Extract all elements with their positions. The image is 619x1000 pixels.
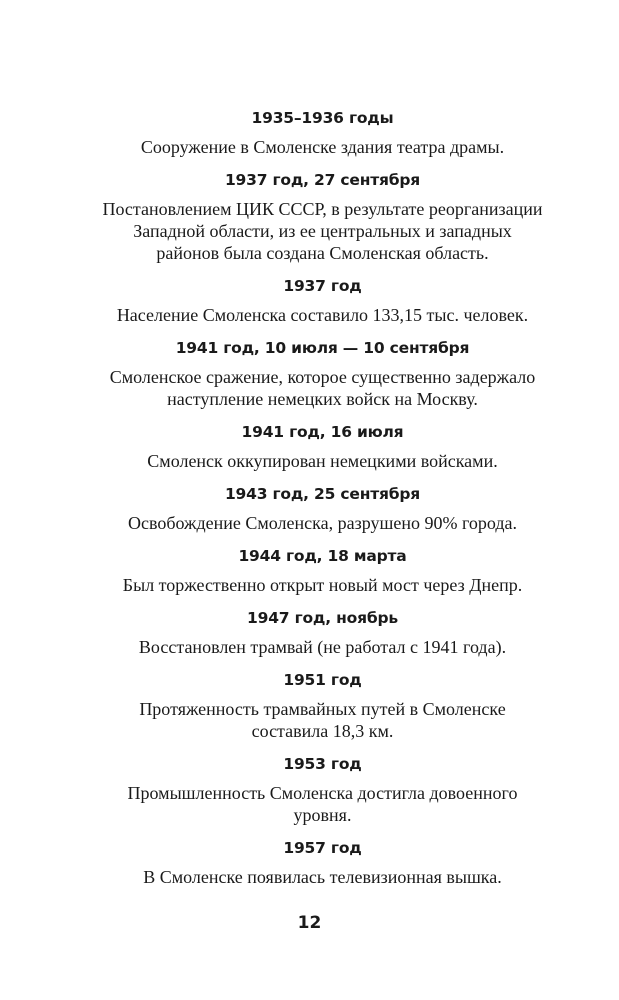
chronology-entry <box>100 838 545 888</box>
entry-text <box>100 512 545 534</box>
entry-text-line: Смоленское сражение, которое существенно задержало <box>109 367 536 387</box>
entry-date: 1947 год, ноябрь <box>247 609 398 627</box>
chronology-entry <box>100 108 545 158</box>
entry-text-line: Население Смоленска составило 133,15 тыс. человек. <box>116 305 529 325</box>
entry-text-line: Западной области, из ее центральных и западных <box>133 221 512 241</box>
chronology-entry <box>100 670 545 742</box>
entry-date: 1957 год <box>283 839 362 857</box>
chronology-entry <box>100 484 545 534</box>
entry-date: 1944 год, 18 марта <box>238 547 407 565</box>
chronology-entry <box>100 170 545 264</box>
entry-text-line: наступление немецких войск на Москву. <box>167 389 478 409</box>
chronology-entry <box>100 546 545 596</box>
entry-text <box>100 366 545 410</box>
entry-text-line: Промышленность Смоленска достигла довоенного <box>127 783 518 803</box>
entry-date: 1943 год, 25 сентября <box>224 485 421 503</box>
entry-text-line: Постановлением ЦИК СССР, в результате реорганизации <box>102 199 543 219</box>
chronology-entry <box>100 608 545 658</box>
entry-text <box>100 574 545 596</box>
entry-text-line: Сооружение в Смоленске здания театра драмы. <box>140 137 505 157</box>
page-number: 12 <box>297 913 322 933</box>
entry-text-line: Освобождение Смоленска, разрушено 90% города. <box>127 513 518 533</box>
entry-text <box>100 198 545 264</box>
entry-text-line: В Смоленске появилась телевизионная вышка. <box>143 867 502 887</box>
entry-date: 1941 год, 16 июля <box>241 423 404 441</box>
entry-text-line: Был торжественно открыт новый мост через Днепр. <box>122 575 523 595</box>
chronology-entry <box>100 422 545 472</box>
entry-text <box>100 304 545 326</box>
entry-text-line: Протяженность трамвайных путей в Смоленске <box>139 699 506 719</box>
chronology-list <box>100 108 545 900</box>
entry-text-line: Смоленск оккупирован немецкими войсками. <box>147 451 498 471</box>
entry-text <box>100 866 545 888</box>
entry-date: 1935–1936 годы <box>251 109 394 127</box>
entry-date: 1951 год <box>283 671 362 689</box>
entry-text-line: районов была создана Смоленская область. <box>156 243 489 263</box>
entry-date: 1941 год, 10 июля — 10 сентября <box>175 339 470 357</box>
entry-text <box>100 698 545 742</box>
entry-date: 1937 год, 27 сентября <box>224 171 421 189</box>
entry-date: 1953 год <box>283 755 362 773</box>
chronology-entry <box>100 754 545 826</box>
entry-text-line: составила 18,3 км. <box>251 721 394 741</box>
entry-text-line: Восстановлен трамвай (не работал с 1941 года). <box>138 637 507 657</box>
entry-text <box>100 636 545 658</box>
entry-text <box>100 782 545 826</box>
chronology-entry <box>100 276 545 326</box>
entry-text-line: уровня. <box>293 805 352 825</box>
entry-text <box>100 450 545 472</box>
entry-date: 1937 год <box>283 277 362 295</box>
entry-text <box>100 136 545 158</box>
chronology-entry <box>100 338 545 410</box>
